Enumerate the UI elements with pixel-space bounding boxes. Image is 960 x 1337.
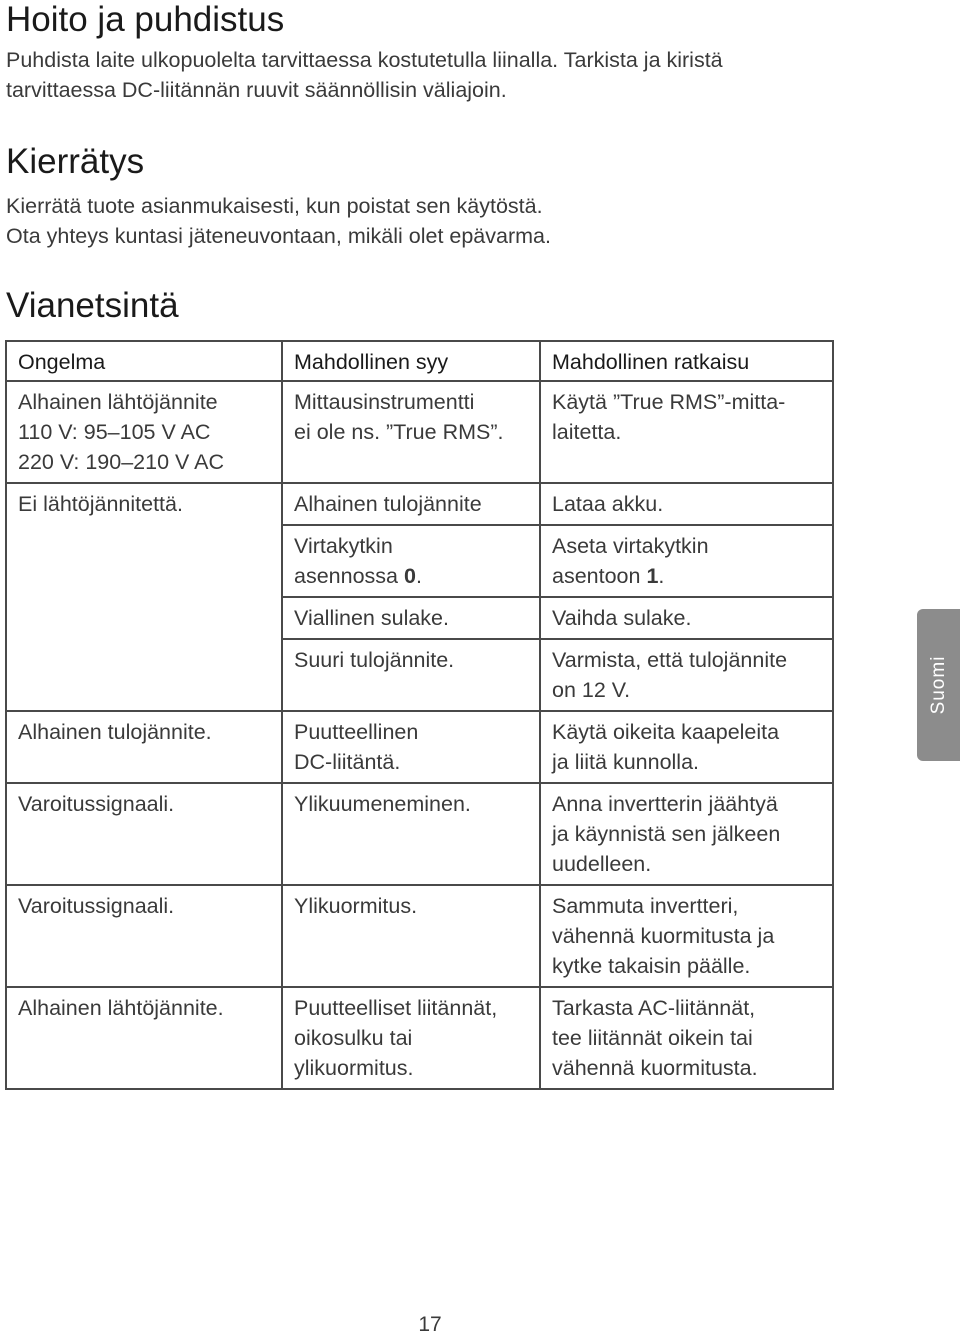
cell-line: tee liitännät oikein tai [552,1026,753,1050]
cell-line [552,561,832,591]
paragraph-line: Kierrätä tuote asianmukaisesti, kun poistat sen käytöstä. [6,194,543,218]
section-title-vianetsinta: Vianetsintä [6,286,179,325]
header-cause: Mahdollinen syy [282,341,540,381]
cell-solution [540,885,833,987]
table-row [6,783,833,885]
cell-cause [282,885,540,987]
cell-line: Ylikuumeneminen. [294,792,471,816]
table-row [6,885,833,987]
section-title-kierratys: Kierrätys [6,142,145,181]
cell-text: asentoon [552,564,647,588]
cell-line: vähennä kuormitusta ja [552,924,775,948]
paragraph-line: tarvittaessa DC-liitännän ruuvit säännöllisin väliajoin. [6,78,507,102]
switch-position-value: 1 [646,564,659,588]
cell-line: Varoitussignaali. [18,792,175,816]
cell-line: Anna invertterin jäähtyä [552,792,778,816]
cell-solution [540,597,833,639]
cell-line: ylikuormitus. [294,1056,414,1080]
cell-cause [282,381,540,483]
cell-line [294,561,539,591]
cell-line: Varoitussignaali. [18,894,175,918]
cell-line: Suuri tulojännite. [294,648,455,672]
cell-line: oikosulku tai [294,1026,413,1050]
cell-cause [282,711,540,783]
cell-line: laitetta. [552,420,622,444]
cell-problem [6,783,282,885]
cell-solution [540,639,833,711]
cell-problem [6,483,282,711]
cell-line: ja käynnistä sen jälkeen [552,822,781,846]
cell-line: Tarkasta AC-liitännät, [552,996,756,1020]
cell-solution [540,381,833,483]
table-row [6,711,833,783]
troubleshooting-table [5,340,834,1090]
paragraph-kierratys [6,191,551,251]
cell-problem [6,885,282,987]
paragraph-hoito [6,45,723,105]
cell-line: Vaihda sulake. [552,606,692,630]
cell-line: 220 V: 190–210 V AC [18,450,225,474]
cell-line: Varmista, että tulojännite [552,648,788,672]
page-number: 17 [418,1313,442,1336]
cell-line: on 12 V. [552,678,631,702]
cell-line: Alhainen tulojännite [294,492,482,516]
table-row [6,987,833,1089]
cell-solution [540,711,833,783]
paragraph-line: Puhdista laite ulkopuolelta tarvittaessa kostutetulla liinalla. Tarkista ja kiristä [6,48,723,72]
switch-position-value: 0 [403,564,416,588]
cell-cause [282,525,540,597]
cell-line: Lataa akku. [552,492,664,516]
cell-line: uudelleen. [552,852,652,876]
cell-line: ei ole ns. ”True RMS”. [294,420,504,444]
cell-solution [540,783,833,885]
cell-line: DC-liitäntä. [294,750,401,774]
cell-cause [282,987,540,1089]
cell-line: Ylikuormitus. [294,894,418,918]
cell-line: 110 V: 95–105 V AC [18,420,211,444]
cell-cause [282,639,540,711]
cell-line: Virtakytkin [294,534,393,558]
table-row [6,483,833,525]
cell-line: Alhainen lähtöjännite. [18,996,224,1020]
cell-line: Alhainen lähtöjännite [18,390,218,414]
cell-line: ja liitä kunnolla. [552,750,700,774]
cell-problem [6,381,282,483]
table-header-row [6,341,833,381]
cell-text: asennossa [294,564,404,588]
cell-line: Puutteellinen [294,720,419,744]
cell-line: Viallinen sulake. [294,606,449,630]
cell-line: Puutteelliset liitännät, [294,996,498,1020]
cell-cause [282,483,540,525]
cell-line: Mittausinstrumentti [294,390,475,414]
section-title-hoito: Hoito ja puhdistus [6,0,285,39]
cell-line: Käytä ”True RMS”-mitta- [552,390,786,414]
cell-line: Käytä oikeita kaapeleita [552,720,780,744]
table-row [6,381,833,483]
cell-solution [540,483,833,525]
cell-solution [540,525,833,597]
cell-line: Aseta virtakytkin [552,534,709,558]
cell-problem [6,987,282,1089]
cell-line: Sammuta invertteri, [552,894,739,918]
cell-solution [540,987,833,1089]
paragraph-line: Ota yhteys kuntasi jäteneuvontaan, mikäli olet epävarma. [6,224,551,248]
cell-cause [282,597,540,639]
cell-problem [6,711,282,783]
cell-line: Ei lähtöjännitettä. [18,492,183,516]
header-solution: Mahdollinen ratkaisu [540,341,833,381]
cell-line: vähennä kuormitusta. [552,1056,758,1080]
header-problem: Ongelma [6,341,282,381]
cell-line: Alhainen tulojännite. [18,720,212,744]
cell-cause [282,783,540,885]
language-tab [917,609,960,761]
cell-text: . [415,564,422,588]
cell-text: . [658,564,665,588]
cell-line: kytke takaisin päälle. [552,954,751,978]
language-tab-label: Suomi [927,655,949,715]
